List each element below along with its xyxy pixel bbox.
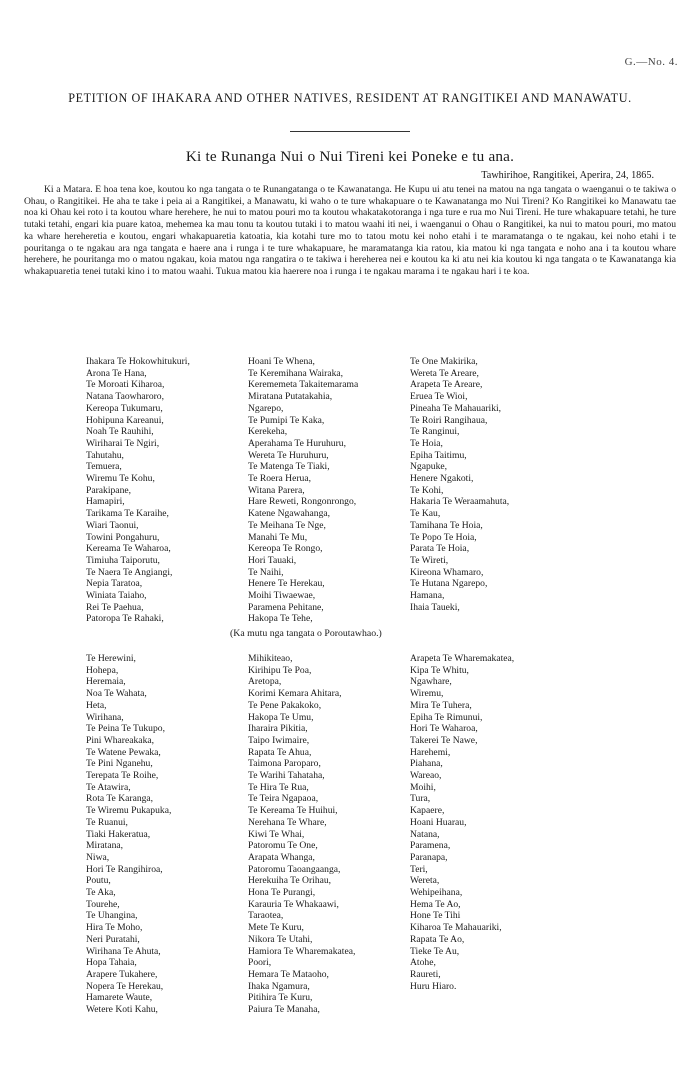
signatory-name: Te Hoia, [410,437,443,449]
signatory-name: Tahutahu, [86,449,124,461]
signatory-name: Paranapa, [410,851,448,863]
signatory-name: Te Roiri Rangihaua, [410,414,488,426]
signatories-column-3 [410,356,656,625]
signatory-name: Te Pini Nganehu, [86,758,153,770]
signatory-name: Tourehe, [86,898,120,910]
signatory-name: Parakipane, [86,484,132,496]
signatory-name: Wirihana Te Ahuta, [86,945,161,957]
signatory-name: Nepia Taratoa, [86,578,143,590]
signatory-name: Ihaia Taueki, [410,601,460,613]
signatory-name: Te Hutana Ngarepo, [410,578,488,590]
signatory-name: Pini Whareakaka, [86,734,155,746]
signatory-name: Ihakara Te Hokowhitukuri, [86,356,190,367]
signatory-name: Patoropa Te Rahaki, [86,613,164,625]
signatory-name: Heta, [86,699,107,711]
signatory-name: Wehipeihana, [410,887,463,899]
signatory-name: Kapaere, [410,805,445,817]
closing-note: (Ka mutu nga tangata o Poroutawhao.) [230,628,382,639]
signatory-name: Pineaha Te Mahauariki, [410,402,502,414]
signatory-name: Te Moroati Kiharoa, [86,379,165,391]
signatory-name: Hori Tauaki, [248,554,297,566]
signatory-name: Hori Te Waharoa, [410,723,478,735]
signatory-name: Te Herewini, [86,653,136,664]
signatory-name: Karauria Te Whakaawi, [248,898,339,910]
signatory-name: Timiuha Taiporutu, [86,554,160,566]
signatory-name: Te Roera Herua, [248,473,311,485]
signatory-name: Witana Parera, [248,484,305,496]
signatory-name: Moihi Tiwaewae, [248,590,316,602]
signatory-name: Patoromu Taoangaanga, [248,863,341,875]
signatory-name: Hamana, [410,590,445,602]
signatory-name: Atohe, [410,957,436,969]
signatory-name: Paramena, [410,840,451,852]
signatory-name: Hori Te Rangihiroa, [86,863,163,875]
signatory-name: Te Warihi Tahataha, [248,770,325,782]
signatory-name: Henere Ngakoti, [410,473,474,485]
signatory-name: Taipo Iwimaire, [248,734,310,746]
title-divider [290,131,410,132]
signatory-name: Eruea Te Wioi, [410,391,468,403]
signatory-name: Parata Te Hoia, [410,543,470,555]
signatory-name: Terepata Te Roihe, [86,770,159,782]
signatory-name: Te Popo Te Hoia, [410,531,477,543]
signatory-name: Te Kau, [410,508,441,520]
signatory-name: Kiharoa Te Mahauariki, [410,922,502,934]
signatory-name: Arona Te Hana, [86,367,147,379]
signatory-name: Arapeta Te Wharemakatea, [410,653,515,664]
signatory-name: Kirihipu Te Poa, [248,664,312,676]
signatory-name: Hamarete Waute, [86,992,153,1004]
signatory-name: Ngapuke, [410,461,448,473]
signatory-name: Piahana, [410,758,443,770]
signatory-name: Herekuiha Te Orihau, [248,875,332,887]
signatory-name: Harehemi, [410,746,451,758]
signatory-name: Wereta Te Areare, [410,367,479,379]
signatory-name: Iharaira Pikitia, [248,723,308,735]
signatory-name: Temuera, [86,461,122,473]
signatory-name: Te Meihana Te Nge, [248,519,326,531]
signatory-name: Hone Te Tihi [410,910,461,922]
signatory-name: Wiremu Te Kohu, [86,473,155,485]
signatory-name: Hema Te Ao, [410,898,461,910]
signatory-name: Korimi Kemara Ahitara, [248,688,342,700]
signatory-name: Nerehana Te Whare, [248,816,327,828]
petition-title: PETITION OF IHAKARA AND OTHER NATIVES, RESIDENT AT RANGITIKEI AND MANAWATU. [68,91,632,105]
signatory-name: Tieke Te Au, [410,945,460,957]
signatory-name: Noa Te Wahata, [86,688,147,700]
signatory-name: Wereta, [410,875,440,887]
signatory-name: Heremaia, [86,676,126,688]
signatory-name: Wiari Taonui, [86,519,139,531]
signatory-name: Kerememeta Takaitemarama [248,379,359,391]
signatories-column-1 [86,356,248,625]
signatory-name: Teri, [410,863,428,875]
signatory-name: Ihaka Ngamura, [248,980,310,992]
signatory-name: Te Atawira, [86,781,131,793]
signatory-name: Hoani Huarau, [410,816,467,828]
signatory-name: Te Ruanui, [86,816,128,828]
signatory-name: Tiaki Hakeratua, [86,828,151,840]
signatory-name: Mihikiteao, [248,653,293,664]
signatory-name: Manahi Te Mu, [248,531,308,543]
signatory-name: Epiha Te Rimunui, [410,711,483,723]
signatory-name: Hare Reweti, Rongonrongo, [248,496,357,508]
signatory-name: Kerekeha, [248,426,288,438]
signatory-name: Te Pumipi Te Kaka, [248,414,325,426]
signatory-name: Te Aka, [86,887,116,899]
signatory-name: Wetere Koti Kahu, [86,1004,158,1016]
signatory-name: Kiwi Te Whai, [248,828,305,840]
signatory-name: Hamapiri, [86,496,125,508]
signatory-name: Neri Puratahi, [86,933,140,945]
signatory-name: Te Uhangina, [86,910,138,922]
signatory-name: Hakopa Te Umu, [248,711,314,723]
signatory-name: Hohepa, [86,664,119,676]
signatories-group-1 [86,356,656,625]
signatory-name: Rapata Te Ao, [410,933,465,945]
signatory-name: Poori, [248,957,272,969]
address-heading: Ki te Runanga Nui o Nui Tireni kei Poneke e tu ana. [185,148,515,165]
signatory-name: Te Naihi, [248,566,284,578]
signatory-name: Arapata Whanga, [248,851,315,863]
signatory-name: Arapere Tukahere, [86,968,158,980]
signatory-name: Mira Te Tuhera, [410,699,472,711]
signatory-name: Taimona Paroparo, [248,758,321,770]
signatory-name: Mete Te Kuru, [248,922,304,934]
signatory-name: Te Ranginui, [410,426,460,438]
signatory-name: Hona Te Purangi, [248,887,316,899]
signatory-name: Raureti, [410,968,441,980]
signatory-name: Pitihira Te Kuru, [248,992,313,1004]
signatory-name: Moihi, [410,781,436,793]
signatory-name: Te Teira Ngapaoa, [248,793,319,805]
signatory-name: Epiha Taitimu, [410,449,467,461]
signatory-name: Hira Te Moho, [86,922,143,934]
signatory-name: Patoromu Te One, [248,840,318,852]
signatory-name: Miratana Putatakahia, [248,391,333,403]
signatory-name: Kereopa Tukumaru, [86,402,163,414]
signatory-name: Taraotea, [248,910,284,922]
signatory-name: Nikora Te Utahi, [248,933,313,945]
signatory-name: Te One Makirika, [410,356,478,367]
signatory-name: Wereta Te Huruhuru, [248,449,329,461]
signatory-name: Kereopa Te Rongo, [248,543,323,555]
signatory-name: Arapeta Te Areare, [410,379,483,391]
signatory-name: Tarikama Te Karaihe, [86,508,169,520]
signatory-name: Hakopa Te Tehe, [248,613,313,625]
signatory-name: Paiura Te Manaha, [248,1004,320,1016]
signatory-name: Natana, [410,828,440,840]
signatory-name: Te Keremihana Wairaka, [248,367,344,379]
signatory-name: Hoani Te Whena, [248,356,315,367]
signatory-name: Kipa Te Whitu, [410,664,469,676]
signatory-name: Te Watene Pewaka, [86,746,161,758]
signatory-name: Aretopa, [248,676,282,688]
signatory-name: Te Matenga Te Tiaki, [248,461,330,473]
signatories-column-3 [410,653,656,1016]
signatory-name: Rei Te Paehua, [86,601,144,613]
signatory-name: Poutu, [86,875,111,887]
signatory-name: Niwa, [86,851,110,863]
signatories-column-2 [248,653,410,1016]
signatory-name: Noah Te Rauhihi, [86,426,154,438]
signatory-name: Te Hira Te Rua, [248,781,309,793]
signatory-name: Te Kereama Te Huihui, [248,805,338,817]
signatory-name: Hopa Tahaia, [86,957,137,969]
signatory-name: Towini Pongahuru, [86,531,160,543]
petition-body: Ki a Matara. E hoa tena koe, koutou ko nga tangata o te Runangatanga o te Kawanatanga. He Kupu ui atu tenei na matou na nga tangata o waenganui o te takiwa o Ohau, o Rangitikei. He aha te take i peia ai a Rangitikei, a Manawatu, ki waho o te ture whakapuare o te Kawanatanga mo Nui Tireni? Ko Rangitikei ko Manawatu tae noa ki Ohau kei roto i ta koutou whare herehere, he nui to matou pouri mo ta koutou whakatakotoranga i nga ture e rua mo Nui Tireni. He ture whakapuare tetahi, he ture tutaki tetahi, engari kia puare katoa, mehemea ka mau tonu ta koutou tutaki i to matou waahi iti nei, i waenganui o Ohau o Rangitikei, ka nui to matou pouri, mo matou ka whare hereheretia e koutou, engari whakapuaretia katoatia, kia kotahi ture mo to tatou motu kei noho etahi i te maramatanga o te ngakau, kei noho etahi i te pouritanga o te ngakau ara nga tangata e haere ana i runga i te ture whakapuare, he maramatanga kia ratou, kia matou ki nga tangata e noho ana i ta koutou whare herehere, he pouritanga mo o matou ngakau, koia matou nga rangatira o te takiwa i hereherea nei e koutou ka ki atu nei kia koutou ki nga tangata o te Kawanatanga kia whakapuaretia tenei tutaki kino i to matou waahi. Tukua matou kia haerere noa i runga i te ngakau marama i te ngakau hari i te koa. [24,184,676,277]
signatory-name: Kereama Te Waharoa, [86,543,171,555]
signatory-name: Natana Taowharoro, [86,391,165,403]
signatory-name: Miratana, [86,840,124,852]
signatory-name: Te Pene Pakakoko, [248,699,322,711]
signatory-name: Rota Te Karanga, [86,793,154,805]
signatory-name: Wirihana, [86,711,124,723]
signatories-column-2 [248,356,410,625]
signatory-name: Wiremu, [410,688,444,700]
signatory-name: Ngarepo, [248,402,284,414]
signatory-name: Tamihana Te Hoia, [410,519,483,531]
signatory-name: Hemara Te Mataoho, [248,968,329,980]
signatory-name: Nopera Te Herekau, [86,980,164,992]
signatory-name: Henere Te Herekau, [248,578,325,590]
signatory-name: Ngawhare, [410,676,452,688]
signatory-name: Kireona Whamaro, [410,566,484,578]
signatory-name: Wareao, [410,770,442,782]
signatory-name: Te Kohi, [410,484,444,496]
signatory-name: Hakaria Te Weraamahuta, [410,496,510,508]
signatory-name: Paramena Pehitane, [248,601,324,613]
signatory-name: Te Naera Te Angiangi, [86,566,173,578]
signatories-column-1 [86,653,248,1016]
signatory-name: Te Peina Te Tukupo, [86,723,165,735]
page-reference: G.—No. 4. [624,56,678,68]
signatory-name: Rapata Te Ahua, [248,746,312,758]
signatory-name: Winiata Taiaho, [86,590,147,602]
signatory-name: Hohipuna Kareanui, [86,414,164,426]
signatory-name: Aperahama Te Huruhuru, [248,437,346,449]
signatory-name: Te Wireti, [410,554,449,566]
signatory-name: Wiriharai Te Ngiri, [86,437,160,449]
signatory-name: Huru Hiaro. [410,980,457,992]
signatory-name: Hamiora Te Wharemakatea, [248,945,356,957]
signatory-name: Katene Ngawahanga, [248,508,331,520]
dateline: Tawhirihoe, Rangitikei, Aperira, 24, 1865. [481,170,654,181]
signatories-group-2 [86,653,656,1016]
signatory-name: Te Wiremu Pukapuka, [86,805,172,817]
signatory-name: Takerei Te Nawe, [410,734,478,746]
signatory-name: Tura, [410,793,431,805]
